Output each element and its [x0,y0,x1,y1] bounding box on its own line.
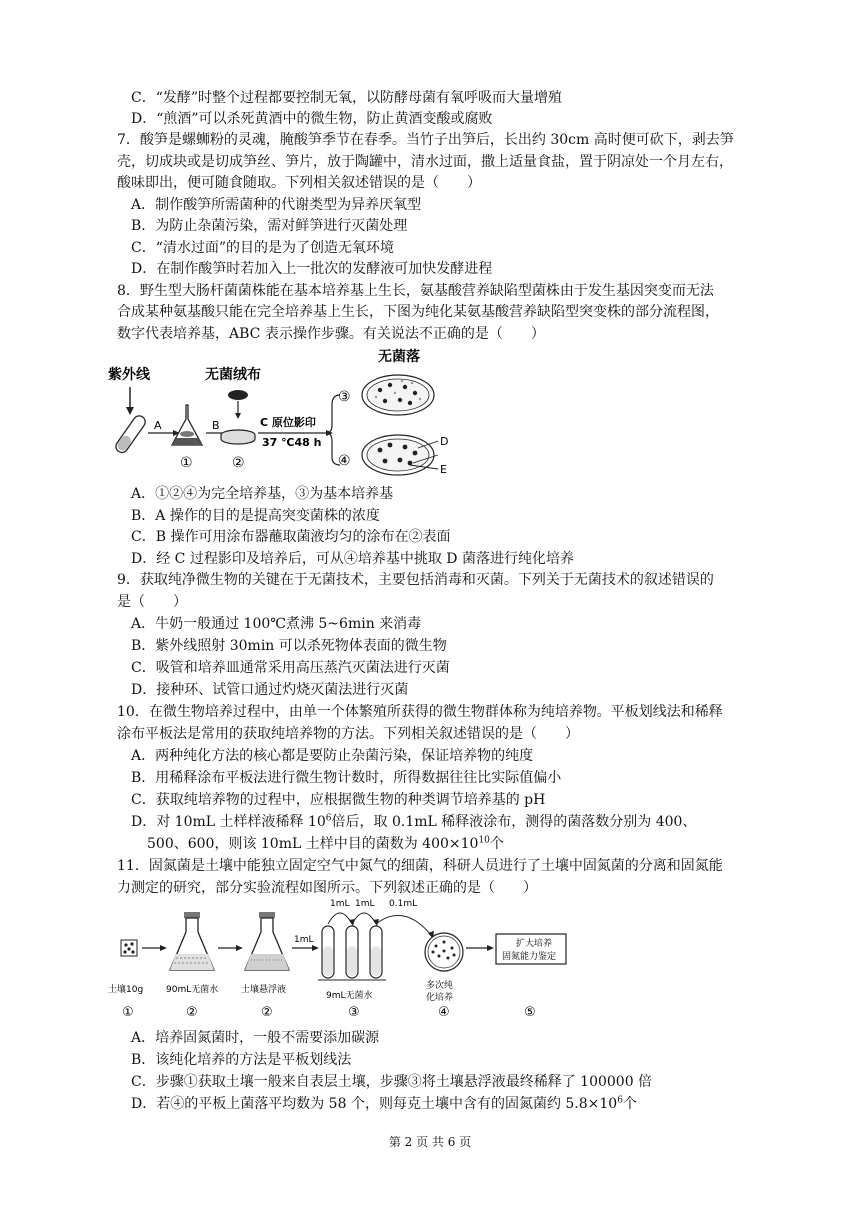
q10-option-d-line1 [131,812,696,833]
step-4-label: ④ [438,1005,450,1020]
flask-suspension-icon [245,912,289,970]
q10-option-b: B．用稀释涂布平板法进行微生物计数时，所得数据往往比实际值偏小 [131,770,562,786]
medium-1-label: ① [180,455,193,471]
q7-stem-line2: 壳，切成块或是切成笋丝、笋片，放于陶罐中，清水过面，撒上适量食盐，置于阴凉处一个月左右， [117,154,733,170]
q10-option-d-line2 [147,834,504,855]
purify-label-1: 多次纯 [426,981,454,991]
velvet-label: 无菌绒布 [205,367,261,383]
water90-label: 90mL无菌水 [166,985,219,995]
q11-figure [104,898,574,1024]
q9-option-b: B．紫外线照射 30min 可以杀死物体表面的微生物 [131,638,447,654]
q9-stem-line1: 9．获取纯净微生物的关键在于无菌技术，主要包括消毒和灭菌。下列关于无菌技术的叙述错误的 [117,572,714,588]
q11-d-text-end: 个 [622,1096,637,1112]
plate-2-icon [221,430,255,444]
velvet-icon [228,390,248,400]
q10-option-a: A．两种纯化方法的核心都是要防止杂菌污染，保证培养物的纯度 [131,748,534,764]
q8-option-c: C．B 操作可用涂布器蘸取菌液均匀的涂布在②表面 [131,529,451,545]
q11-d-text: D．若④的平板上菌落平均数为 58 个，则每克土壤中含有的固氮菌约 5.8×10 [131,1096,618,1112]
q7-option-b: B．为防止杂菌污染，需对鲜笋进行灭菌处理 [131,218,408,234]
flask-icon [172,405,202,445]
q8-figure [100,345,480,480]
q6-option-d: D．“煎酒”可以杀死黄酒中的微生物，防止黄酒变酸或腐败 [131,111,493,127]
q10-stem-line2: 涂布平板法是常用的获取纯培养物的方法。下列相关叙述错误的是（ ） [117,726,579,742]
q11-option-a: A．培养固氮菌时，一般不需要添加碳源 [131,1030,380,1046]
medium-2-label: ② [232,455,245,471]
page-footer: 第 2 页 共 6 页 [388,1135,472,1149]
step-2b-label: ② [261,1005,273,1020]
transfer-1ml-label-c: 1mL [355,899,375,909]
q10-d2-exponent: 10 [478,835,490,846]
q11-option-c: C．步骤①获取土壤一般来自表层土壤，步骤③将土壤悬浮液最终稀释了 100000 倍 [131,1074,653,1090]
q9-stem-line2: 是（ ） [117,594,187,610]
transfer-1ml-label-b: 1mL [330,899,350,909]
q8-option-b: B．A 操作的目的是提高突变菌株的浓度 [131,508,380,524]
q11-option-b: B．该纯化培养的方法是平板划线法 [131,1052,352,1068]
purify-label-2: 化培养 [426,993,454,1003]
medium-3-label: ③ [338,389,351,405]
q6-option-c: C．“发酵”时整个过程都要控制无氧，以防酵母菌有氧呼吸而大量增殖 [131,90,563,106]
condition-label: 37 ℃48 h [262,436,322,449]
uv-label: 紫外线 [108,367,150,383]
box-line-2: 固氮能力鉴定 [502,952,557,962]
q8-stem-line1: 8．野生型大肠杆菌菌株能在基本培养基上生长，氨基酸营养缺陷型菌株由于发生基因突变而无法 [117,283,714,299]
q8-stem-line2: 合成某种氨基酸只能在完全培养基上生长，下图为纯化某氨基酸营养缺陷型突变株的部分流程图， [117,304,719,320]
water9-label: 9mL无菌水 [326,991,373,1001]
step-2-label: ② [186,1005,198,1020]
flask-water-icon [170,912,214,970]
q11-d-exponent: 6 [617,1095,623,1106]
q7-stem-line1: 7．酸笋是螺蛳粉的灵魂，腌酸笋季节在春季。当竹子出笋后，长出约 30cm 高时便可砍下，剥去笋 [117,132,734,148]
dilution-tubes-icon [318,913,434,980]
q7-option-a: A．制作酸笋所需菌种的代谢类型为异养厌氧型 [131,197,422,213]
q8-option-a: A．①②④为完全培养基，③为基本培养基 [131,486,394,502]
step-a-label: A [154,419,162,432]
soil-icon [121,940,137,956]
label-d: D [440,435,449,448]
transfer-1ml-label: 1mL [294,935,314,945]
q9-option-c: C．吸管和培养皿通常采用高压蒸汽灭菌法进行灭菌 [131,660,450,676]
petri-dish-icon [425,933,463,971]
q10-d-text: D．对 10mL 土样样液稀释 10 [131,814,326,830]
q11-stem-line1: 11．固氮菌是土壤中能独立固定空气中氮气的细菌，科研人员进行了土壤中固氮菌的分离和固氮能 [117,858,723,874]
q7-option-d: D．在制作酸笋时若加入上一批次的发酵液可加快发酵进程 [131,261,493,277]
q7-option-c: C．“清水过面”的目的是为了创造无氧环境 [131,240,395,256]
q9-option-d: D．接种环、试管口通过灼烧灭菌法进行灭菌 [131,682,409,698]
q10-d-exponent: 6 [325,813,332,824]
box-line-1: 扩大培养 [516,939,553,949]
plate-4-icon [362,435,434,475]
no-colony-label: 无菌落 [378,349,420,365]
transfer-01ml-label: 0.1mL [389,899,418,909]
q10-option-c: C．获取纯培养物的过程中，应根据微生物的种类调节培养基的 pH [131,792,546,808]
q8-stem-line3: 数字代表培养基，ABC 表示操作步骤。有关说法不正确的是（ ） [117,326,545,342]
test-tube-icon [114,414,148,455]
suspension-label: 土壤悬浮液 [241,985,287,995]
q10-d2-text: 500、600，则该 10mL 土样中目的菌数为 400×10 [147,836,479,852]
step-c-label: C 原位影印 [260,416,316,429]
step-b-label: B [212,419,220,432]
q7-stem-line3: 酸味即出，便可随食随取。下列相关叙述错误的是（ ） [117,175,481,191]
step-5-label: ⑤ [524,1005,536,1020]
q10-stem-line1: 10．在微生物培养过程中，由单一个体繁殖所获得的微生物群体称为纯培养物。平板划线法和稀释 [117,704,723,720]
plate-3-icon [362,375,434,415]
label-e: E [440,463,447,476]
step-3-label: ③ [348,1005,360,1020]
q9-option-a: A．牛奶一般通过 100℃煮沸 5~6min 来消毒 [131,616,422,632]
q10-d2-text-end: 个 [489,836,504,852]
medium-4-label: ④ [338,453,351,469]
q11-option-d [131,1094,637,1115]
q8-option-d: D．经 C 过程影印及培养后，可从④培养基中挑取 D 菌落进行纯化培养 [131,551,574,567]
soil-label: 土壤10g [108,985,144,995]
uv-arrow-head [126,407,134,415]
q11-stem-line2: 力测定的研究，部分实验流程如图所示。下列叙述正确的是（ ） [117,880,537,896]
q10-d-text-end: 倍后，取 0.1mL 稀释液涂布，测得的菌落数分别为 400、 [331,814,697,830]
step-1-label: ① [122,1005,134,1020]
